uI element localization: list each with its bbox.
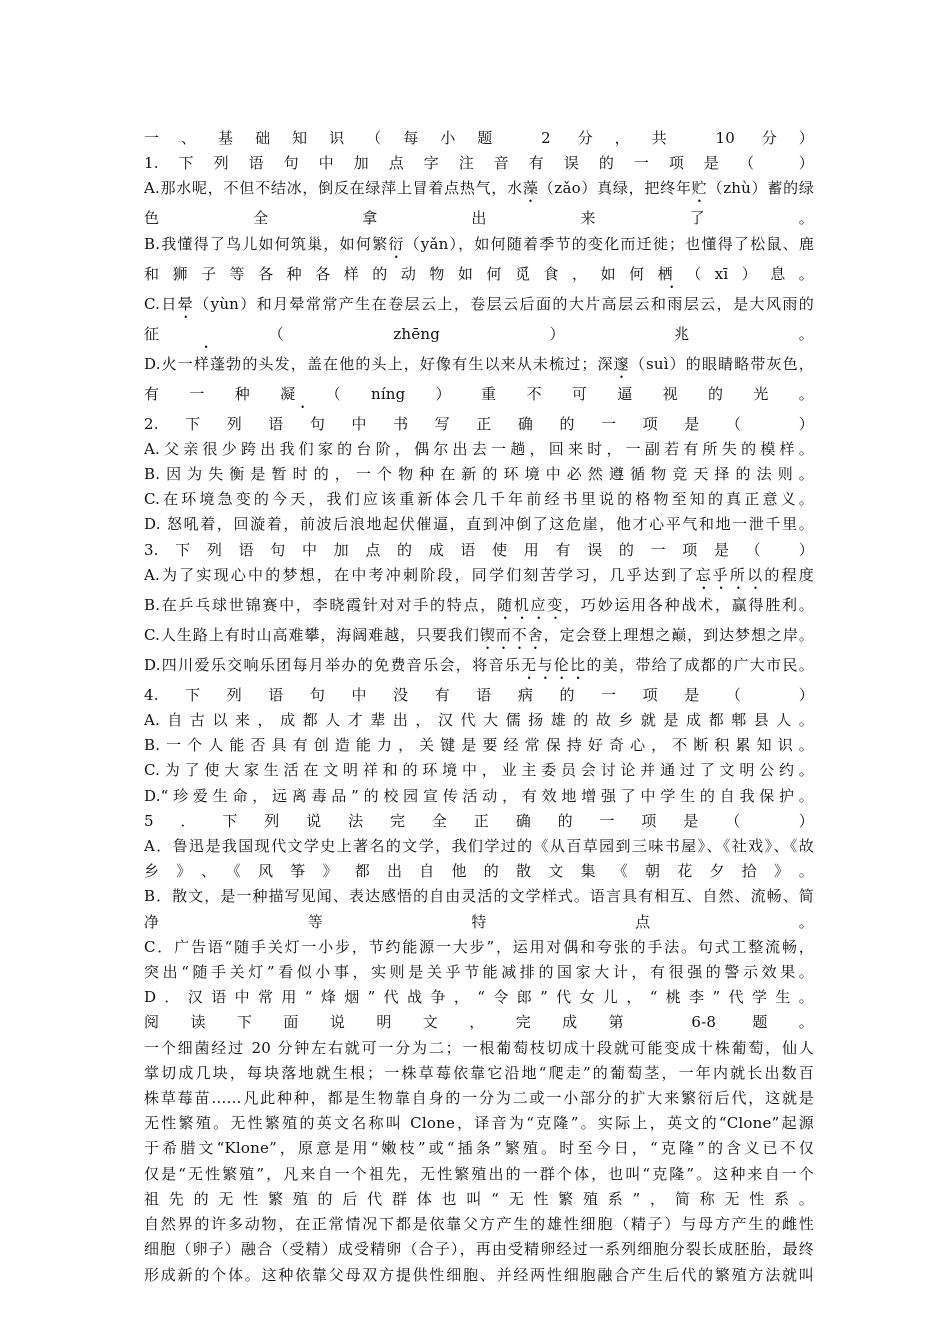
text-line bbox=[144, 232, 814, 262]
text-segment: B.因为失衡是暂时的，一个物种在新的环境中必然遵循物竞天择的法则。 bbox=[144, 465, 814, 484]
text-segment: ，定会登上理想之巅，到达梦想之岸。 bbox=[543, 625, 814, 644]
text-segment: 净等特点。 bbox=[144, 912, 814, 931]
text-segment: A．鲁迅是我国现代文学史上著名的文学，我们学过的《从百草园到三味书屋》、《社戏》、《故 bbox=[144, 837, 814, 856]
text-segment: B．散文，是一种描写见闻、表达感悟的自由灵活的文学样式。语言具有相互、自然、流畅、简 bbox=[144, 887, 814, 906]
text-line bbox=[144, 653, 814, 683]
text-line bbox=[144, 1212, 814, 1237]
text-line bbox=[144, 262, 814, 292]
text-line bbox=[144, 1136, 814, 1161]
text-segment: C.在环境急变的今天，我们应该重新体会几千年前经书里说的格物至知的真正意义。 bbox=[144, 490, 814, 509]
text-segment: （xī）息。 bbox=[686, 264, 815, 283]
text-line bbox=[144, 985, 814, 1010]
text-segment: C.日 bbox=[144, 294, 178, 313]
text-segment: ，巧妙运用各种战术，赢得胜利。 bbox=[564, 595, 814, 614]
text-line bbox=[144, 126, 814, 151]
text-segment: 于希腊文“Klone”，原意是用“嫩枝”或“插条”繁殖。时至今日，“克隆”的含义已不仅 bbox=[144, 1139, 814, 1158]
text-segment: （yùn）和月晕常常产生在卷层云上，卷层云后面的大片高层云和雨层云，是大风雨的 bbox=[194, 294, 815, 313]
text-line bbox=[144, 206, 814, 231]
text-line bbox=[144, 733, 814, 758]
dotted-text: 衍 bbox=[388, 234, 405, 253]
text-segment: （yǎn），如何随着季节的变化而迁徙；也懂得了松鼠、鹿 bbox=[404, 234, 815, 253]
text-line bbox=[144, 1036, 814, 1061]
text-segment: 的美，带给了成都的广大市民。 bbox=[586, 655, 814, 674]
text-segment: 3.下列语句中加点的成语使用有误的一项是（ ） bbox=[144, 540, 814, 559]
text-line bbox=[144, 437, 814, 462]
text-line bbox=[144, 151, 814, 176]
text-line bbox=[144, 412, 814, 437]
text-segment: B.我懂得了鸟儿如何筑巢，如何繁 bbox=[144, 234, 389, 253]
text-segment: （zhù）蓄的绿 bbox=[707, 179, 815, 198]
text-segment: 仅是“无性繁殖”，凡来自一个祖先，无性繁殖出的一群个体，也叫“克隆”。这种来自一个 bbox=[144, 1164, 814, 1183]
text-segment: D．汉语中常用“烽烟”代战争，“令郎”代女儿，“桃李”代学生。 bbox=[144, 988, 814, 1007]
text-segment: （zǎo）真绿，把终年 bbox=[538, 179, 692, 198]
text-line bbox=[144, 322, 814, 352]
text-line bbox=[144, 382, 814, 412]
text-segment: （zhēng）兆。 bbox=[268, 324, 815, 343]
text-line bbox=[144, 884, 814, 909]
text-segment: A.自古以来，成都人才辈出，汉代大儒扬雄的故乡就是成都郫县人。 bbox=[144, 711, 814, 730]
dotted-text: 凝 bbox=[280, 384, 326, 403]
dotted-text: 无与伦比 bbox=[521, 655, 587, 674]
text-segment: 一、基础知识（每小题 2 分，共 10 分） bbox=[144, 129, 814, 147]
text-segment: 株草莓苗……凡此种种，都是生物靠自身的一分为二或一小部分的扩大来繁衍后代，这就是 bbox=[144, 1089, 814, 1108]
text-line bbox=[144, 758, 814, 783]
text-line bbox=[144, 538, 814, 563]
document-page bbox=[144, 126, 814, 1288]
text-segment: 1.下列语句中加点字注音有误的一项是（ ） bbox=[144, 154, 814, 173]
dotted-text: 邃 bbox=[613, 354, 630, 373]
text-line bbox=[144, 910, 814, 935]
text-line bbox=[144, 859, 814, 884]
text-line bbox=[144, 1061, 814, 1086]
text-segment: 和狮子等各种各样的动物如何觅食，如何 bbox=[144, 264, 658, 283]
text-segment: 有一种 bbox=[144, 384, 281, 403]
text-segment: 掌切成几块，每块落地就生根；一株草莓依靠它沿地“爬走”的葡萄茎，一年内就长出数百 bbox=[144, 1063, 814, 1082]
text-segment: A.父亲很少跨出我们家的台阶，偶尔出去一趟，回来时，一副若有所失的模样。 bbox=[144, 439, 814, 458]
text-line bbox=[144, 935, 814, 960]
text-segment: 4.下列语句中没有语病的一项是（ ） bbox=[144, 685, 814, 704]
dotted-text: 藻 bbox=[522, 179, 539, 198]
text-segment: 细胞（卵子）融合（受精）成受精卵（合子），再由受精卵经过一系列细胞分裂长成胚胎，最终 bbox=[144, 1240, 814, 1259]
text-line bbox=[144, 512, 814, 537]
text-segment: D. 怒吼着，回漩着，前波后浪地起伏催逼，直到冲倒了这危崖，他才心平气和地一泄千里。 bbox=[144, 515, 814, 534]
text-line bbox=[144, 683, 814, 708]
text-segment: （suì）的眼睛略带灰色， bbox=[629, 354, 815, 373]
text-segment: C.人生路上有时山高难攀，海阔难越，只要我们 bbox=[144, 625, 480, 644]
text-segment: A.为了实现心中的梦想，在中考冲刺阶段，同学们刻苦学习，几乎达到了 bbox=[144, 565, 696, 584]
text-segment: B.在乒乓球世锦赛中，李晓霞针对对手的特点， bbox=[144, 595, 498, 614]
text-segment: 突出“随手关灯”看似小事，实则是关乎节能减排的国家大计，有很强的警示效果。 bbox=[144, 963, 814, 982]
text-line bbox=[144, 960, 814, 985]
text-line bbox=[144, 623, 814, 653]
text-line bbox=[144, 1187, 814, 1212]
text-line bbox=[144, 1086, 814, 1111]
text-segment: C．广告语“随手关灯一小步，节约能源一大步”，运用对偶和夸张的手法。句式工整流畅， bbox=[144, 937, 814, 956]
text-line bbox=[144, 1010, 814, 1035]
text-line bbox=[144, 834, 814, 859]
text-line bbox=[144, 292, 814, 322]
dotted-text: 贮 bbox=[691, 179, 708, 198]
text-segment: 的程度 bbox=[764, 565, 814, 584]
dotted-text: 征 bbox=[144, 324, 269, 343]
text-segment: D.四川爱乐交响乐团每月举办的免费音乐会，将音乐 bbox=[144, 655, 522, 674]
text-segment: 一个细菌经过 20 分钟左右就可一分为二；一根葡萄枝切成十段就可能变成十株葡萄，仙人 bbox=[144, 1038, 814, 1057]
text-segment: D.“珍爱生命，远离毒品”的校园宣传活动，有效地增强了中学生的自我保护。 bbox=[144, 786, 814, 805]
dotted-text: 忘乎所以 bbox=[695, 565, 765, 584]
text-segment: （níng）重不可逼视的光。 bbox=[325, 384, 814, 403]
text-segment: 乡》、《风筝》都出自他的散文集《朝花夕拾》。 bbox=[144, 862, 814, 881]
text-segment: A.那水呢，不但不结冰，倒反在绿萍上冒着点热气，水 bbox=[144, 179, 523, 198]
text-line bbox=[144, 1263, 814, 1288]
text-line bbox=[144, 1162, 814, 1187]
text-segment: 形成新的个体。这种依靠父母双方提供性细胞、并经两性细胞融合产生后代的繁殖方法就叫 bbox=[144, 1265, 814, 1284]
text-segment: 5．下列说法完全正确的一项是（ ） bbox=[144, 811, 814, 830]
text-line bbox=[144, 1111, 814, 1136]
text-line bbox=[144, 809, 814, 834]
dotted-text: 栖 bbox=[657, 264, 687, 283]
text-segment: 无性繁殖。无性繁殖的英文名称叫 Clone，译音为“克隆”。实际上，英文的“Clone”起源 bbox=[144, 1114, 814, 1133]
text-line bbox=[144, 593, 814, 623]
text-segment: 色全拿出来了。 bbox=[144, 209, 814, 228]
text-line bbox=[144, 176, 814, 206]
dotted-text: 随机应变 bbox=[497, 595, 565, 614]
text-segment: C.为了使大家生活在文明祥和的环境中，业主委员会讨论并通过了文明公约。 bbox=[144, 761, 814, 780]
text-line bbox=[144, 1237, 814, 1262]
text-segment: B.一个人能否具有创造能力，关键是要经常保持好奇心，不断积累知识。 bbox=[144, 736, 814, 755]
text-segment: 阅读下面说明文，完成第 6-8 题。 bbox=[144, 1013, 814, 1032]
dotted-text: 锲而不舍 bbox=[479, 625, 544, 644]
text-line bbox=[144, 784, 814, 809]
text-line bbox=[144, 708, 814, 733]
text-line bbox=[144, 563, 814, 593]
text-segment: 2.下列语句中书写正确的一项是（ ） bbox=[144, 414, 814, 433]
text-line bbox=[144, 487, 814, 512]
text-line bbox=[144, 352, 814, 382]
text-line bbox=[144, 462, 814, 487]
text-segment: 自然界的许多动物，在正常情况下都是依靠父方产生的雄性细胞（精子）与母方产生的雌性 bbox=[144, 1215, 814, 1234]
text-segment: 祖先的无性繁殖的后代群体也叫“无性繁殖系”，简称无性系。 bbox=[144, 1189, 814, 1208]
text-segment: D.火一样蓬勃的头发，盖在他的头上，好像有生以来从未梳过；深 bbox=[144, 354, 614, 373]
dotted-text: 晕 bbox=[177, 294, 195, 313]
document-body bbox=[144, 126, 814, 1288]
